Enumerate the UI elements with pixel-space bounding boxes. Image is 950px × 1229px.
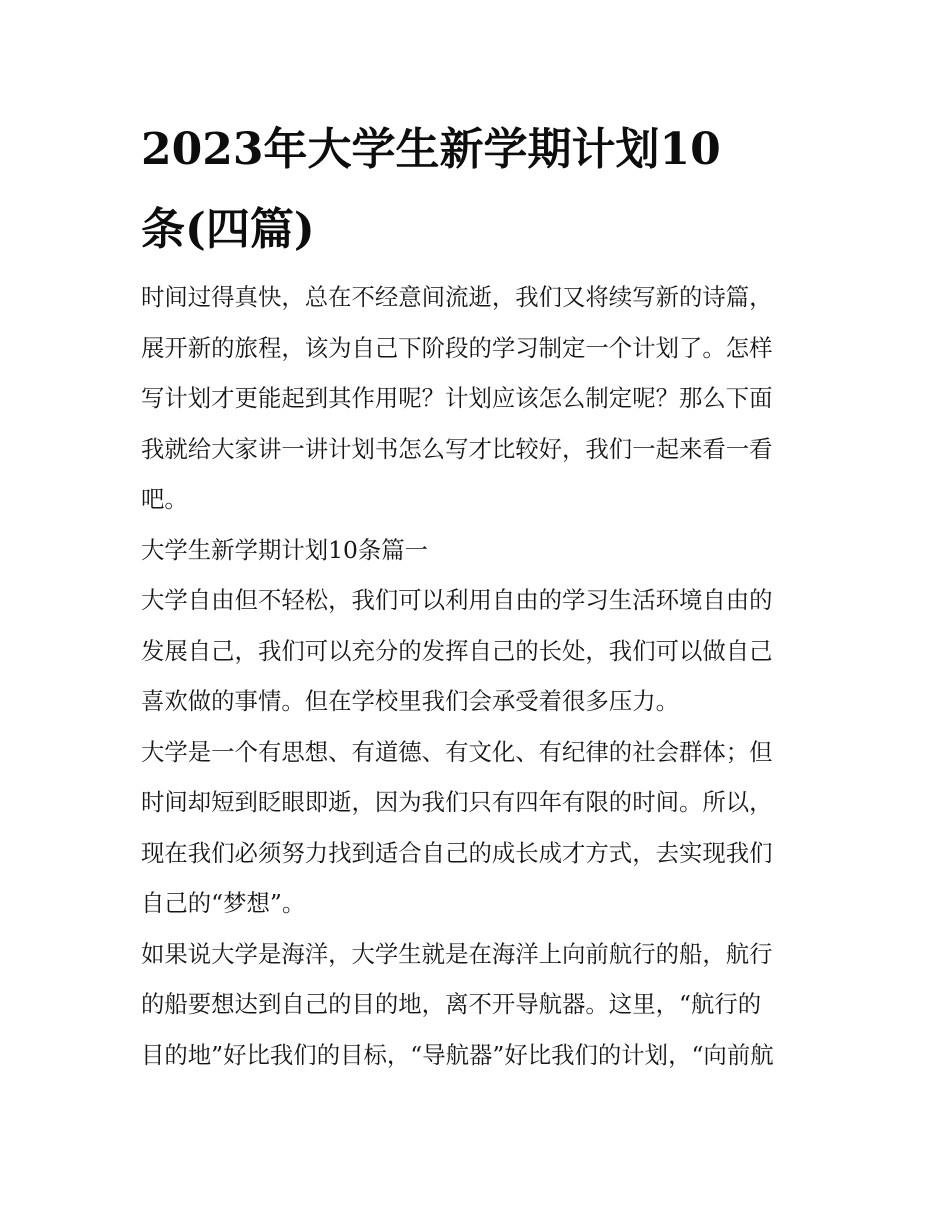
text-line: 时间过得真快，总在不经意间流逝，我们又将续写新的诗篇， [141,283,773,311]
text-line: 展开新的旅程，该为自己下阶段的学习制定一个计划了。怎样 [141,333,773,362]
text-line: 目的地”好比我们的目标，“导航器”好比我们的计划，“向前航 [141,1040,774,1069]
document-body [141,272,813,1080]
document-page [141,110,813,1080]
text-line: 的船要想达到自己的目的地，离不开导航器。这里，“航行的 [141,990,762,1018]
text-line: 发展自己，我们可以充分的发挥自己的长处，我们可以做自己 [141,636,773,665]
title-line: 2023年大学生新学期计划10 [141,124,721,175]
section-heading [141,525,813,576]
text-line: 吧。 [141,485,188,513]
text-line: 自己的“梦想”。 [141,889,306,917]
body-paragraph [141,929,813,1081]
text-line: 如果说大学是海洋，大学生就是在海洋上向前航行的船，航行 [141,939,773,968]
intro-paragraph [141,272,813,525]
text-line: 我就给大家讲一讲计划书怎么写才比较好，我们一起来看一看 [141,434,773,463]
text-line: 写计划才更能起到其作用呢？计划应该怎么制定呢？那么下面 [141,384,773,412]
document-title [141,110,813,270]
body-paragraph [141,575,813,727]
text-line: 大学是一个有思想、有道德、有文化、有纪律的社会群体；但 [141,737,773,766]
title-line: 条(四篇) [141,204,315,255]
text-line: 喜欢做的事情。但在学校里我们会承受着很多压力。 [141,687,679,715]
text-line: 大学自由但不轻松，我们可以利用自由的学习生活环境自由的 [141,586,773,614]
text-line: 大学生新学期计划10条篇一 [141,535,429,564]
text-line: 现在我们必须努力找到适合自己的成长成才方式，去实现我们 [141,838,773,867]
body-paragraph [141,727,813,929]
text-line: 时间却短到眨眼即逝，因为我们只有四年有限的时间。所以， [141,788,773,816]
